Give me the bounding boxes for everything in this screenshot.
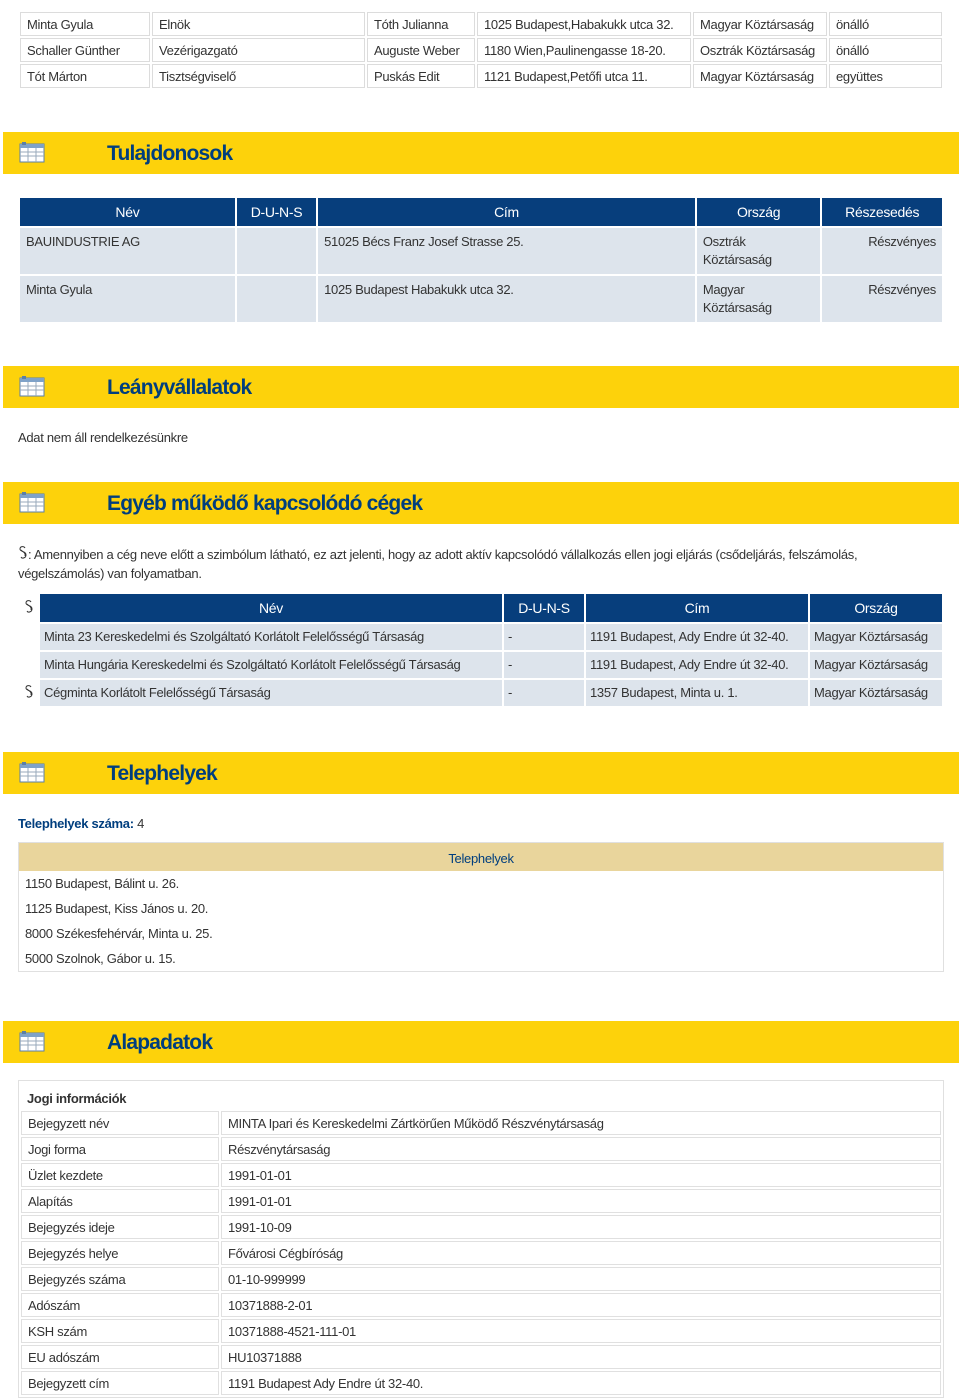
owner-country: Osztrák Köztársaság [697, 228, 821, 274]
sites-section-header [3, 752, 959, 794]
field-label: Adószám [21, 1293, 219, 1317]
owner-duns [237, 276, 316, 322]
owner-address: 1025 Budapest Habakukk utca 32. [318, 276, 695, 322]
officer-mode: együttes [829, 64, 942, 88]
field-value: 1991-01-01 [221, 1163, 941, 1187]
site-address: 1125 Budapest, Kiss János u. 20. [25, 901, 209, 916]
table-row [21, 1083, 941, 1109]
officer-address: 1180 Wien,Paulinengasse 18-20. [477, 38, 691, 62]
company-address: 1191 Budapest, Ady Endre út 32-40. [586, 652, 808, 678]
table-row [20, 0, 942, 10]
column-header: Ország [810, 594, 942, 622]
field-label: Alapítás [21, 1189, 219, 1213]
officer-mode: önálló [829, 38, 942, 62]
field-label: KSH szám [21, 1319, 219, 1343]
owners-section-header [3, 132, 959, 174]
table-row [21, 1241, 941, 1265]
table-icon [19, 375, 46, 397]
field-value: 01-10-999999 [221, 1267, 941, 1291]
officer-name: Schaller Günther [20, 38, 150, 62]
officer-name: Tót Márton [20, 64, 150, 88]
legal-info-table [18, 1080, 944, 1398]
table-row [21, 1345, 941, 1369]
officer-rep: Tóth Julianna [367, 12, 475, 36]
officer-role: Elnök [152, 12, 365, 36]
officer-role: Vezérigazgató [152, 38, 365, 62]
field-label: EU adószám [21, 1345, 219, 1369]
field-value: Fővárosi Cégbíróság [221, 1241, 941, 1265]
table-header-row [20, 198, 942, 226]
officer-role: Tisztségviselő [152, 64, 365, 88]
section-title: Leányvállalatok [107, 376, 252, 399]
table-row [21, 1163, 941, 1187]
field-label: Bejegyzett cím [21, 1371, 219, 1395]
sites-table [18, 842, 944, 972]
table-row [21, 1371, 941, 1395]
owners-table [18, 196, 944, 324]
officer-country: Magyar Köztársaság [693, 12, 827, 36]
column-header: Ország [697, 198, 821, 226]
company-address: 1191 Budapest, Ady Endre út 32-40. [586, 624, 808, 650]
field-value: 1991-01-01 [221, 1189, 941, 1213]
flag-cell [20, 680, 38, 706]
company-duns: - [504, 624, 584, 650]
legal-info-title: Jogi információk [21, 1083, 941, 1109]
table-row [20, 64, 942, 88]
table-row [21, 1267, 941, 1291]
company-duns: - [504, 652, 584, 678]
officer-rep: Puskás Edit [367, 64, 475, 88]
subsidiaries-section-header [3, 366, 959, 408]
table-icon [19, 761, 46, 783]
field-label: Bejegyzés helye [21, 1241, 219, 1265]
officers-table [18, 0, 944, 90]
field-value: 1191 Budapest Ady Endre út 32-40. [221, 1371, 941, 1395]
column-header: Cím [318, 198, 695, 226]
officer-mode: önálló [829, 12, 942, 36]
company-name: Cégminta Korlátolt Felelősségű Társaság [40, 680, 502, 706]
column-header: D-U-N-S [237, 198, 316, 226]
table-row [20, 624, 942, 650]
table-header-row [19, 843, 943, 871]
table-row [19, 946, 943, 971]
table-icon [19, 491, 46, 513]
owner-country: Magyar Köztársaság [697, 276, 821, 322]
company-country: Magyar Köztársaság [810, 624, 942, 650]
flag-column-header [20, 594, 38, 622]
owner-share: Részvényes [822, 276, 942, 322]
section-title: Egyéb működő kapcsolódó cégek [107, 492, 423, 515]
table-row [20, 12, 942, 36]
table-row [20, 680, 942, 706]
field-label: Bejegyzett név [21, 1111, 219, 1135]
column-header: Név [40, 594, 502, 622]
table-row [20, 276, 942, 322]
table-header-row [20, 594, 942, 622]
field-label: Jogi forma [21, 1137, 219, 1161]
company-country: Magyar Köztársaság [810, 680, 942, 706]
table-row [21, 1293, 941, 1317]
table-row [19, 871, 943, 896]
table-icon [19, 141, 46, 163]
company-name: Minta Hungária Kereskedelmi és Szolgáltató Korlátolt Felelősségű Társaság [40, 652, 502, 678]
field-value: MINTA Ipari és Kereskedelmi Zártkörűen Működő Részvénytársaság [221, 1111, 941, 1135]
section-title: Tulajdonosok [107, 142, 233, 165]
company-address: 1357 Budapest, Minta u. 1. [586, 680, 808, 706]
table-row [19, 921, 943, 946]
sites-count-value: 4 [137, 816, 145, 831]
table-row [21, 1111, 941, 1135]
basic-data-section-header [3, 1021, 959, 1063]
site-address: 8000 Székesfehérvár, Minta u. 25. [25, 926, 213, 941]
owner-duns [237, 228, 316, 274]
column-header: D-U-N-S [504, 594, 584, 622]
field-label: Bejegyzés ideje [21, 1215, 219, 1239]
table-row [21, 1319, 941, 1343]
table-row [20, 38, 942, 62]
sites-count [18, 816, 144, 831]
column-header: Cím [586, 594, 808, 622]
section-sign-icon [18, 545, 28, 561]
table-row [20, 652, 942, 678]
field-label: Üzlet kezdete [21, 1163, 219, 1187]
officer-name: Minta Gyula [20, 12, 150, 36]
field-value: HU10371888 [221, 1345, 941, 1369]
owner-share: Részvényes [822, 228, 942, 274]
column-header: Részesedés [822, 198, 942, 226]
no-data-text: Adat nem áll rendelkezésünkre [18, 430, 188, 445]
site-address: 5000 Szolnok, Gábor u. 15. [25, 951, 176, 966]
section-sign-icon [24, 599, 34, 615]
owner-name: Minta Gyula [20, 276, 235, 322]
officer-rep: Auguste Weber [367, 38, 475, 62]
officer-address: 1025 Budapest,Habakukk utca 32. [477, 12, 691, 36]
owner-address: 51025 Bécs Franz Josef Strasse 25. [318, 228, 695, 274]
company-duns: - [504, 680, 584, 706]
officer-address: 1121 Budapest,Petőfi utca 11. [477, 64, 691, 88]
field-value: Részvénytársaság [221, 1137, 941, 1161]
field-value: 1991-10-09 [221, 1215, 941, 1239]
officer-country: Osztrák Köztársaság [693, 38, 827, 62]
related-companies-table [18, 592, 944, 708]
legal-note-text: : Amennyiben a cég neve előtt a szimbólum látható, ez azt jelenti, hogy az adott aktív kapcsolódó vállalkozás ellen jogi eljárás (csődeljárás, felszámolás, végelszámolás) van folyamatban. [18, 547, 858, 581]
company-name: Minta 23 Kereskedelmi és Szolgáltató Korlátolt Felelősségű Társaság [40, 624, 502, 650]
table-row [21, 1137, 941, 1161]
table-row [19, 896, 943, 921]
flag-cell [20, 624, 38, 650]
column-header: Telephelyek [19, 843, 943, 871]
table-row [21, 1215, 941, 1239]
owner-name: BAUINDUSTRIE AG [20, 228, 235, 274]
field-label: Bejegyzés száma [21, 1267, 219, 1291]
site-address: 1150 Budapest, Bálint u. 26. [25, 876, 179, 891]
section-title: Telephelyek [107, 762, 217, 785]
table-icon [19, 1030, 46, 1052]
sites-count-label: Telephelyek száma: [18, 816, 134, 831]
field-value: 10371888-2-01 [221, 1293, 941, 1317]
table-row [21, 1189, 941, 1213]
flag-cell [20, 652, 38, 678]
section-sign-icon [24, 684, 34, 700]
field-value: 10371888-4521-111-01 [221, 1319, 941, 1343]
other-companies-section-header [3, 482, 959, 524]
company-country: Magyar Köztársaság [810, 652, 942, 678]
legal-note [18, 545, 918, 583]
officer-country: Magyar Köztársaság [693, 64, 827, 88]
column-header: Név [20, 198, 235, 226]
section-title: Alapadatok [107, 1031, 213, 1054]
table-row [20, 228, 942, 274]
